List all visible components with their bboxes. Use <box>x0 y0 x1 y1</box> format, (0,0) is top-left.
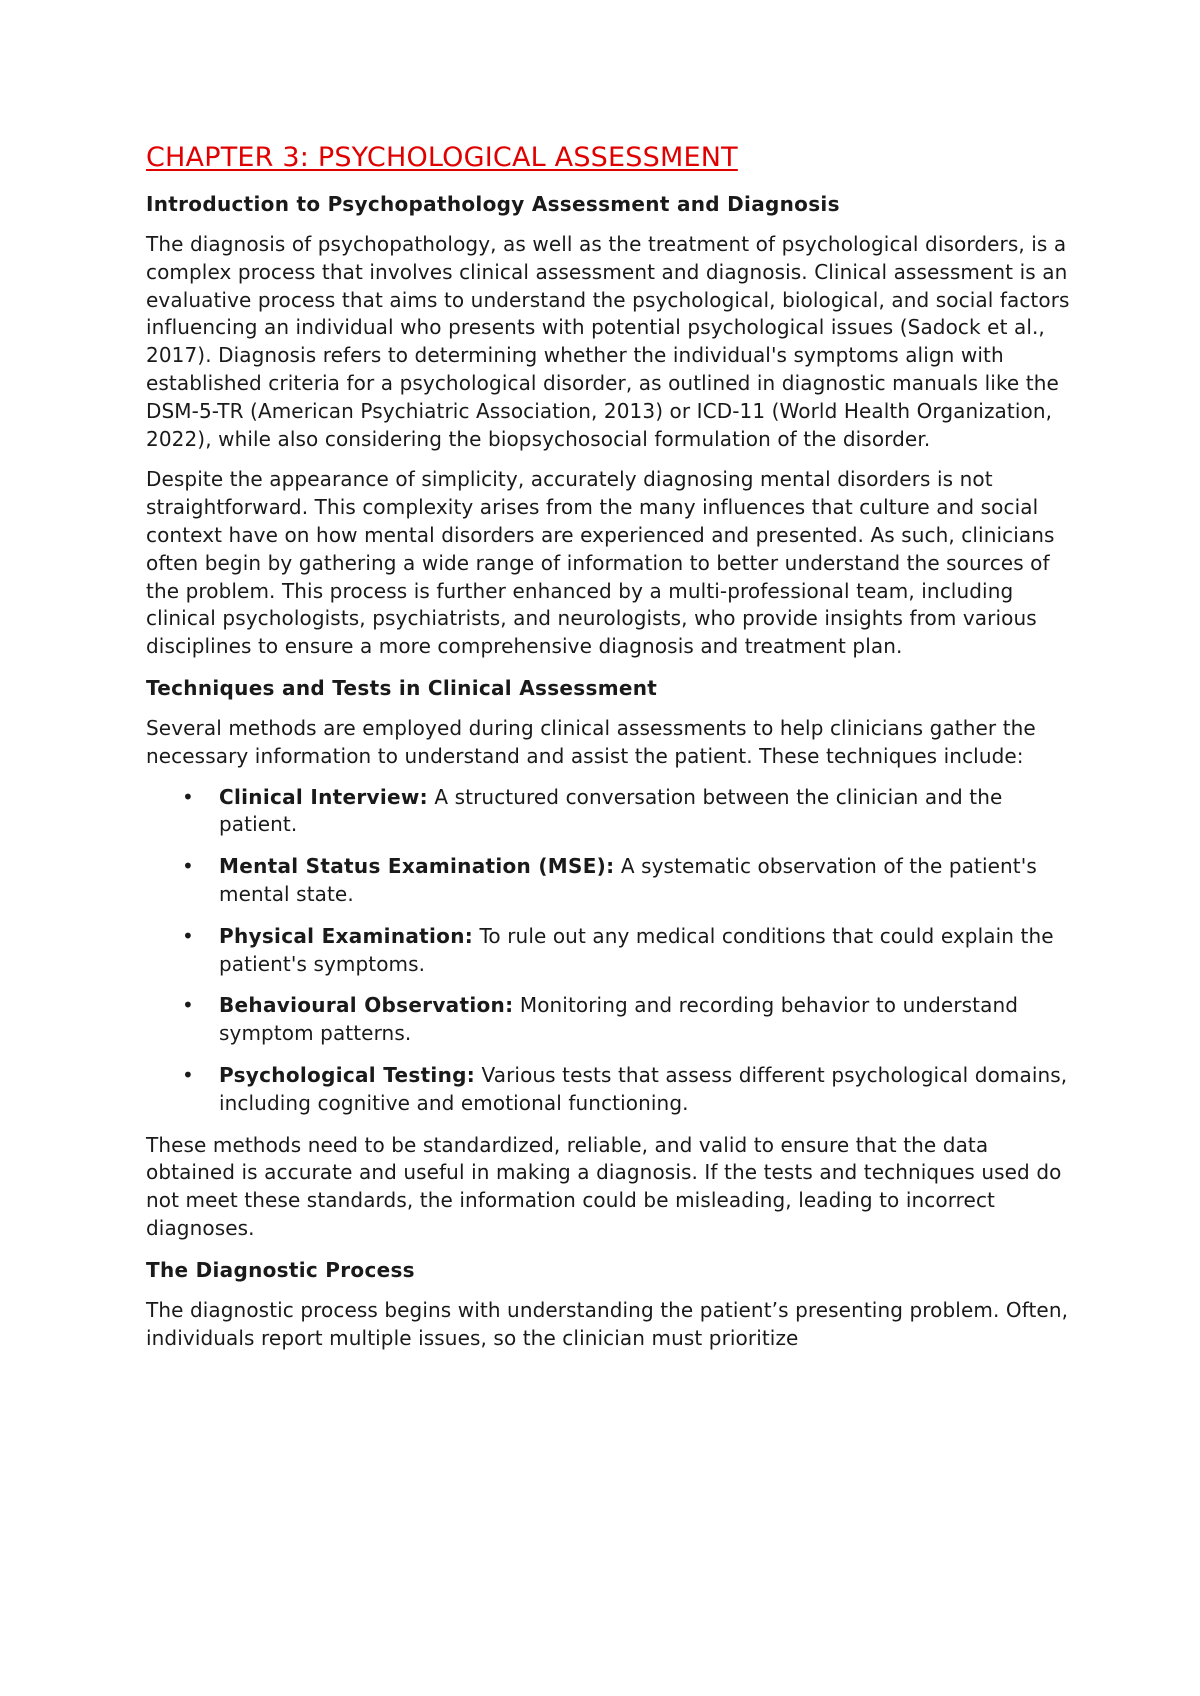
intro-paragraph-1: The diagnosis of psychopathology, as well as the treatment of psychological disorders, is a complex process that involves clinical assessment and diagnosis. Clinical assessment is an evaluative process that aims to understand the psychological, biological, and social factors influencing an individual who presents with potential psychological issues (Sadock et al., 2017). Diagnosis refers to determining whether the individual's symptoms align with established criteria for a psychological disorder, as outlined in diagnostic manuals like the DSM-5-TR (American Psychiatric Association, 2013) or ICD-11 (World Health Organization, 2022), while also considering the biopsychosocial formulation of the disorder. <box>146 232 1070 451</box>
bullet-icon: • <box>182 854 194 879</box>
diagnostic-process-paragraph: The diagnostic process begins with understanding the patient’s presenting problem. Often, individuals report multiple issues, so the clinician must prioritize <box>146 1297 1069 1350</box>
list-item <box>146 853 1076 909</box>
list-item <box>146 992 1076 1048</box>
list-item-text: Monitoring and recording behavior to understand symptom patterns. <box>219 993 1019 1046</box>
document-page <box>146 140 1076 1365</box>
list-item-term: Psychological Testing: <box>219 1062 476 1087</box>
list-item-text: Various tests that assess different psychological domains, including cognitive and emotional functioning. <box>219 1062 1068 1115</box>
techniques-list <box>146 784 1076 1118</box>
list-item <box>146 923 1076 979</box>
bullet-icon: • <box>182 784 194 809</box>
section-heading-techniques: Techniques and Tests in Clinical Assessment <box>146 675 658 700</box>
list-item-term: Behavioural Observation: <box>219 993 514 1018</box>
list-item-term: Mental Status Examination (MSE): <box>219 854 615 879</box>
techniques-closing-paragraph: These methods need to be standardized, reliable, and valid to ensure that the data obtained is accurate and useful in making a diagnosis. If the tests and techniques used do not meet these standards, the information could be misleading, leading to incorrect diagnoses. <box>146 1132 1062 1240</box>
list-item-term: Clinical Interview: <box>219 784 428 809</box>
chapter-title: CHAPTER 3: PSYCHOLOGICAL ASSESSMENT <box>146 142 738 173</box>
list-item-text: A structured conversation between the clinician and the patient. <box>219 784 1003 837</box>
intro-paragraph-2: Despite the appearance of simplicity, accurately diagnosing mental disorders is not straightforward. This complexity arises from the many influences that culture and social context have on how mental disorders are experienced and presented. As such, clinicians often begin by gathering a wide range of information to better understand the sources of the problem. This process is further enhanced by a multi-professional team, including clinical psychologists, psychiatrists, and neurologists, who provide insights from various disciplines to ensure a more comprehensive diagnosis and treatment plan. <box>146 467 1055 659</box>
list-item <box>146 784 1076 840</box>
bullet-icon: • <box>182 1062 194 1087</box>
bullet-icon: • <box>182 923 194 948</box>
list-item-text: To rule out any medical conditions that could explain the patient's symptoms. <box>219 923 1054 976</box>
list-item <box>146 1062 1076 1118</box>
list-item-term: Physical Examination: <box>219 923 474 948</box>
bullet-icon: • <box>182 993 194 1018</box>
list-item-text: A systematic observation of the patient's mental state. <box>219 854 1037 906</box>
section-heading-introduction: Introduction to Psychopathology Assessment and Diagnosis <box>146 192 840 216</box>
section-heading-diagnostic-process: The Diagnostic Process <box>146 1257 415 1282</box>
techniques-intro-paragraph: Several methods are employed during clinical assessments to help clinicians gather the necessary information to understand and assist the patient. These techniques include: <box>146 715 1036 768</box>
